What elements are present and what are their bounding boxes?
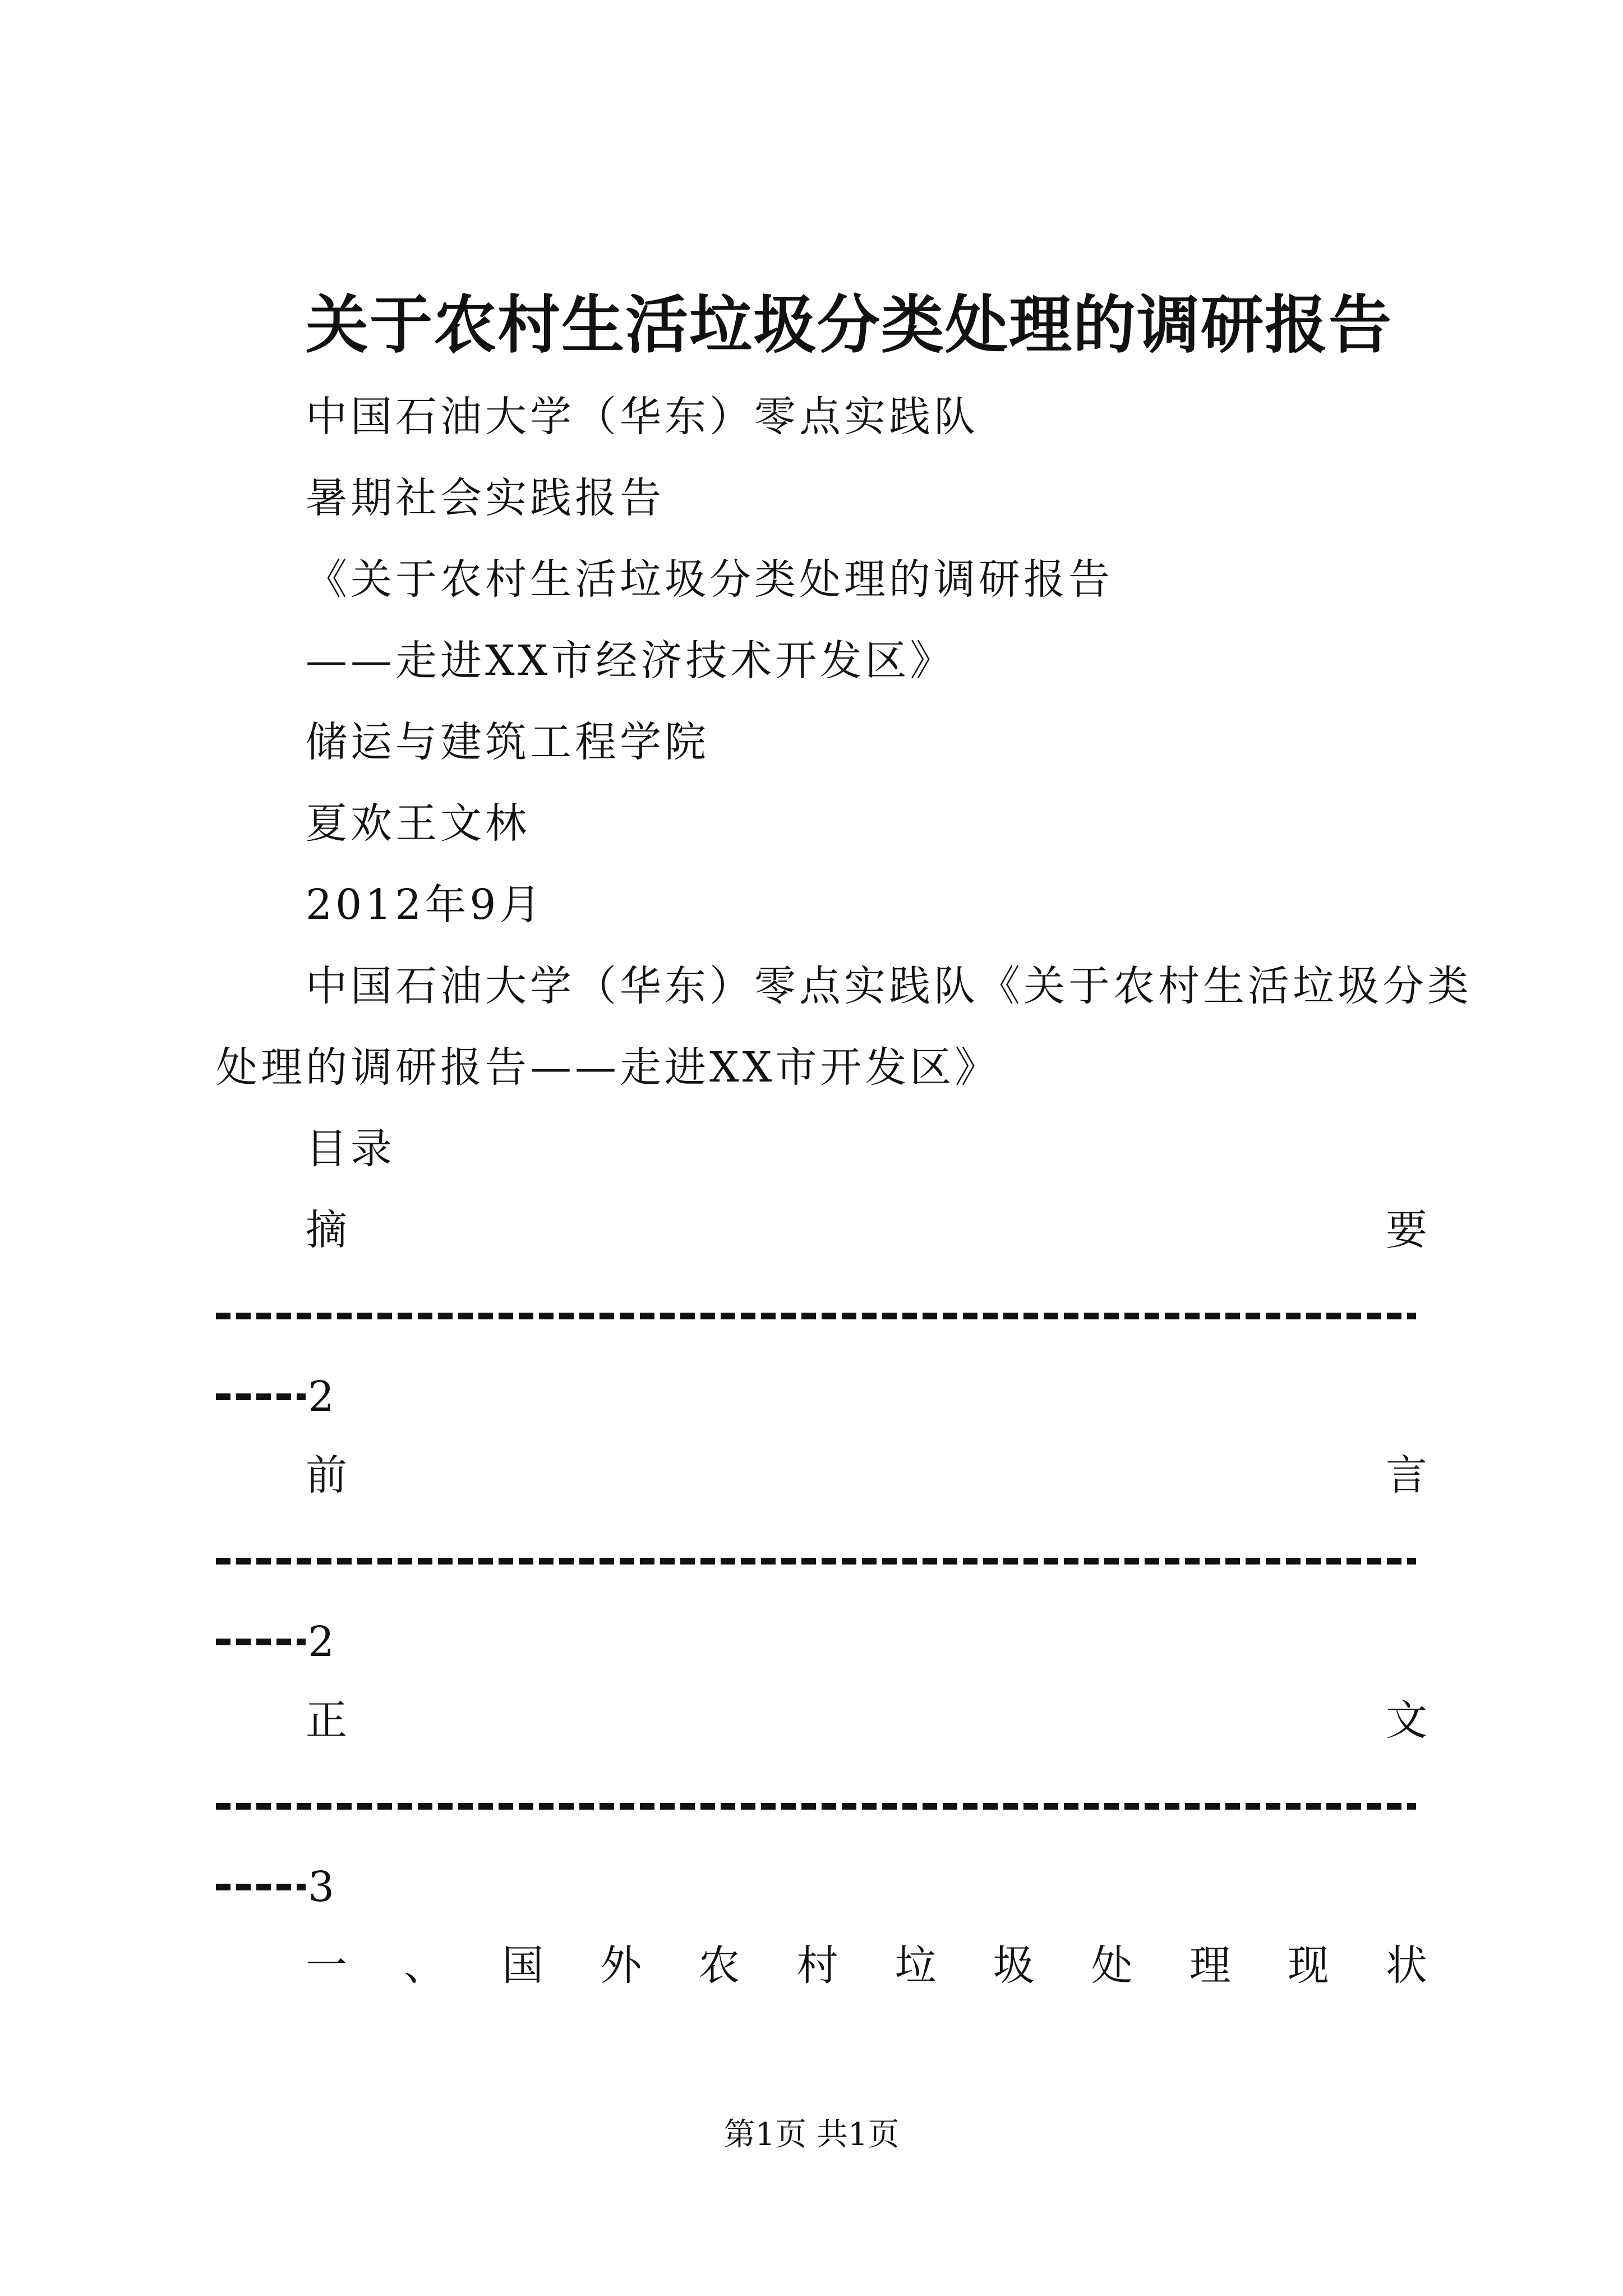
section-one-char: 理 bbox=[1189, 1941, 1231, 1990]
toc-entry-left-char: 摘 bbox=[306, 1206, 347, 1254]
section-one-char: 状 bbox=[1385, 1941, 1427, 1990]
cover-line-report-type: 暑期社会实践报告 bbox=[306, 474, 665, 522]
heading-paragraph-line-1: 中国石油大学（华东）零点实践队《关于农村生活垃圾分类 bbox=[306, 962, 1472, 1010]
toc-entry-right-char: 文 bbox=[1386, 1696, 1427, 1745]
toc-entry-abstract bbox=[306, 1203, 1427, 1257]
document-title: 关于农村生活垃圾分类处理的调研报告 bbox=[306, 288, 1393, 362]
toc-heading: 目录 bbox=[306, 1125, 395, 1173]
toc-leader-dashes-short bbox=[216, 1393, 306, 1400]
toc-leader-dashes-short bbox=[216, 1884, 306, 1890]
toc-entry-right-char: 要 bbox=[1386, 1206, 1427, 1254]
toc-leader-dashes bbox=[216, 1558, 1416, 1565]
toc-leader-tail bbox=[216, 1860, 334, 1914]
section-one-char: 垃 bbox=[895, 1941, 937, 1990]
cover-line-subtitle: ——走进XX市经济技术开发区》 bbox=[306, 637, 955, 685]
cover-line-team: 中国石油大学（华东）零点实践队 bbox=[306, 393, 979, 441]
toc-page-number: 2 bbox=[308, 1373, 335, 1421]
page-footer: 第1页 共1页 bbox=[723, 2116, 900, 2153]
cover-line-authors: 夏欢王文林 bbox=[306, 799, 530, 848]
toc-entry-preface bbox=[306, 1448, 1427, 1502]
cover-line-date: 2012年9月 bbox=[306, 881, 545, 929]
section-one-char: 处 bbox=[1091, 1941, 1133, 1990]
section-one-char: 外 bbox=[600, 1941, 642, 1990]
cover-line-report-title: 《关于农村生活垃圾分类处理的调研报告 bbox=[306, 555, 1113, 604]
section-one-char: 国 bbox=[502, 1941, 544, 1990]
toc-leader-dashes bbox=[216, 1803, 1416, 1810]
toc-leader-dashes-short bbox=[216, 1639, 306, 1645]
heading-paragraph-line-2: 处理的调研报告——走进XX市开发区》 bbox=[216, 1043, 1000, 1092]
section-one-heading bbox=[306, 1939, 1427, 1993]
toc-entry-left-char: 正 bbox=[306, 1696, 347, 1745]
toc-page-number: 2 bbox=[308, 1618, 335, 1666]
toc-leader-dashes bbox=[216, 1313, 1416, 1319]
section-one-char: 村 bbox=[796, 1941, 838, 1990]
toc-leader-tail bbox=[216, 1615, 334, 1669]
toc-page-number: 3 bbox=[308, 1863, 335, 1911]
section-one-char: 农 bbox=[698, 1941, 740, 1990]
cover-line-college: 储运与建筑工程学院 bbox=[306, 718, 709, 766]
section-one-char: 、 bbox=[404, 1941, 446, 1990]
toc-leader-tail bbox=[216, 1370, 334, 1424]
toc-entry-right-char: 言 bbox=[1386, 1451, 1427, 1499]
toc-entry-left-char: 前 bbox=[306, 1451, 347, 1499]
section-one-char: 一 bbox=[306, 1941, 347, 1990]
section-one-char: 现 bbox=[1287, 1941, 1329, 1990]
toc-entry-main-text bbox=[306, 1694, 1427, 1747]
section-one-char: 圾 bbox=[993, 1941, 1035, 1990]
